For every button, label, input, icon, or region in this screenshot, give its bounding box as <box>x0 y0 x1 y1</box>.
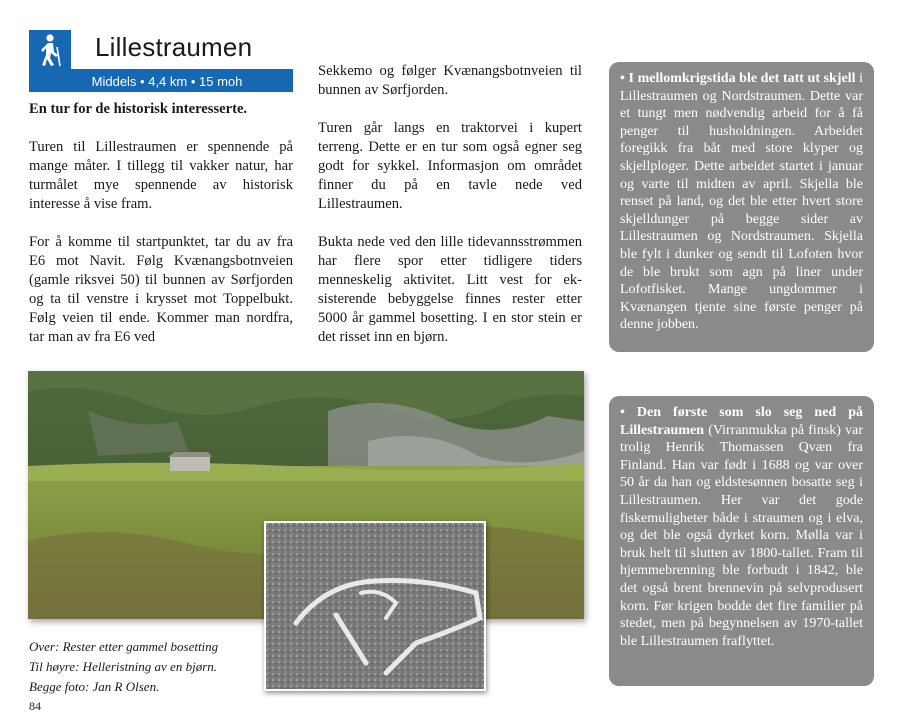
paragraph: Turen til Lillestraumen er spennende på mange måter. I tillegg til vakker natur, har turmålet mye spennende av historisk interesse å vise fram. <box>29 139 293 212</box>
caption-line: Over: Rester etter gammel bosetting <box>29 639 219 654</box>
route-meta: Middels • 4,4 km • 15 moh <box>29 70 293 92</box>
infobox-heading: • I mellomkrigstida ble det tatt ut skjell <box>620 71 856 86</box>
lead-paragraph: En tur for de historisk interesserte. <box>29 101 248 117</box>
page-number: 84 <box>29 699 41 713</box>
paragraph: Bukta nede ved den lille tidevannsstrømmen har flere spor etter tidligere tiders menneskelig aktivitet. Litt vest for eksisterende bebyggelse finnes rester etter 5000 år gammel bosetting. I en stor stein er det risset inn en bjørn. <box>318 234 582 345</box>
infobox-shell-harvest <box>609 62 874 352</box>
title-block <box>29 30 293 92</box>
infobox-heading: • Den første som slo seg ned på Lillestraumen <box>620 405 863 438</box>
page-title: Lillestraumen <box>95 32 253 62</box>
rock-carving-photo <box>264 521 486 691</box>
paragraph: Turen går langs en traktorvei i kupert terreng. Dette er en tur som også egner seg godt for sykkel. Informasjon om området finner du på en tavle nede ved Lillestraumen. <box>318 120 582 212</box>
caption-line: Til høyre: Helleristning av en bjørn. <box>29 659 217 674</box>
text-column-1 <box>29 100 293 366</box>
photo-caption <box>29 637 218 697</box>
infobox-body: i Lillestraumen og Nordstraumen. Dette var et tungt men nødvendig arbeid for å få penger til husholdningen. Arbeidet foregikk fra båt med store klyper og skjellploger. Dette arbeidet startet i januar og varte til midten av april. Skjella ble renset på land, og det ble etter hvert store skjelldunger på begge sider av Lillestraumen og Nordstraumen. Skjella ble fylt i dunker og sendt til Lofoten hvor de ble brukt som agn på liner under Lofotfisket. Mange ungdommer i Kvænangen tjente sine første penger på denne jobben. <box>620 71 864 333</box>
infobox-first-settler <box>609 396 874 686</box>
infobox-body: (Virranmukka på finsk) var trolig Henrik Thomassen Qvæn fra Finland. Han var født i 1688 og var over 50 år da han og eldstesønnen bosatte seg i Lillestraumen. Her var det gode fiskemuligheter både i straumen og i elva, og det ble også dyrket korn. Mølla var i bruk helt til slutten av 1800-tallet. Fram til hjemmebrenning ble forbudt i 1842, ble det også brent brennevin på selvprodusert korn. Før krigen bodde det fire familier på stedet, men på begynnelsen av 1970-tallet ble Lillestraumen fraflyttet. <box>620 422 863 649</box>
text-column-2 <box>318 62 582 366</box>
paragraph: Sekkemo og følger Kvænangsbotnveien til bunnen av Sørfjorden. <box>318 63 582 98</box>
hiker-icon <box>29 30 71 70</box>
caption-line: Begge foto: Jan R Olsen. <box>29 679 160 694</box>
paragraph: For å komme til startpunktet, tar du av fra E6 mot Navit. Følg Kvænangsbotnveien (gamle riksvei 50) til bunnen av Sørfjorden og ta til venstre i krysset mot Toppelbukt. Følg veien til ende. Kommer man nordfra, tar man av fra E6 ved <box>29 234 293 345</box>
